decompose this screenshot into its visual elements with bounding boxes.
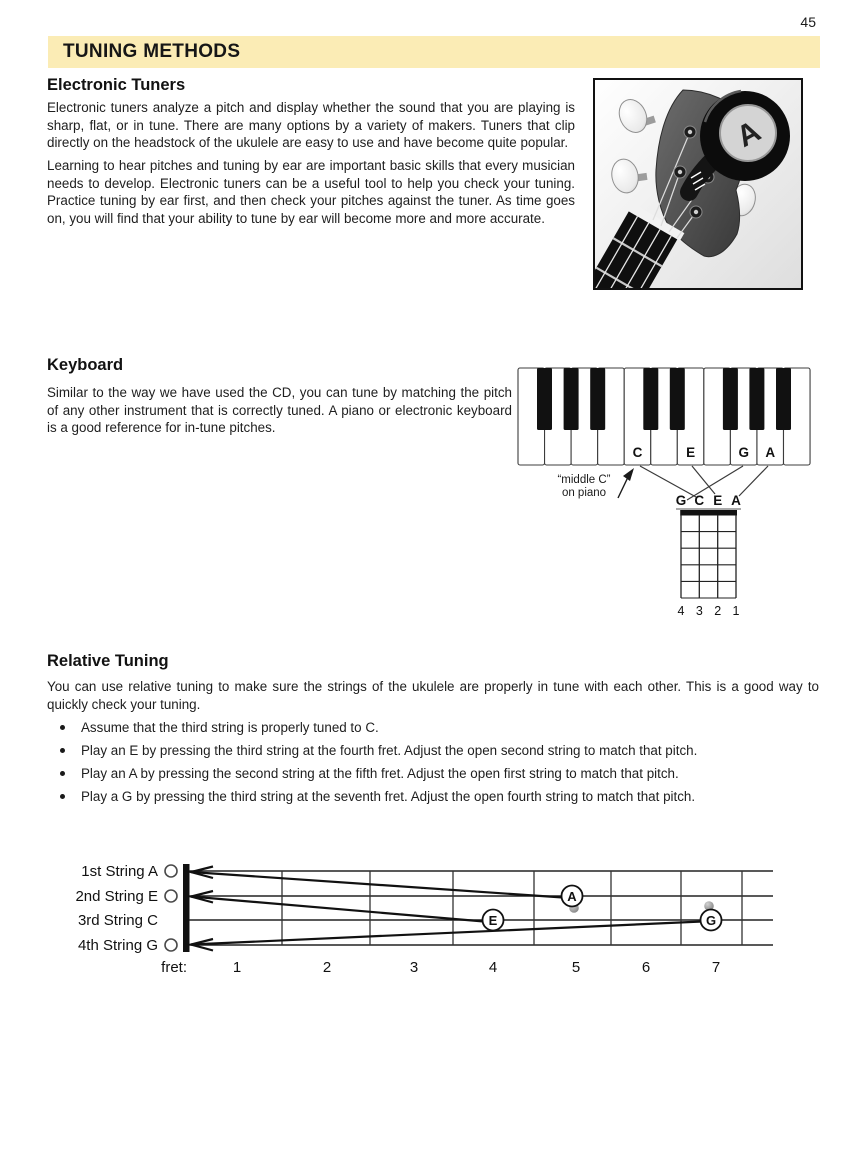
page-number: 45 [800, 14, 816, 30]
fret-number-6: 6 [641, 959, 651, 976]
bullet-text: Play a G by pressing the third string at the seventh fret. Adjust the open fourth string to match that pitch. [81, 789, 696, 804]
string-letter-c: C [694, 493, 705, 508]
electronic-tuners-heading: Electronic Tuners [47, 76, 186, 94]
headstock-photo [593, 78, 803, 290]
black-key [776, 368, 791, 430]
string-number-2: 2 [714, 604, 722, 618]
string-number-1: 1 [732, 604, 740, 618]
chord-grid [680, 510, 737, 598]
note-marker-e-letter: E [488, 912, 498, 928]
nut-bar [183, 864, 190, 952]
bullet-text: Play an E by pressing the third string at the fourth fret. Adjust the open second string to match that pitch. [81, 743, 698, 758]
chord-grid-nut [680, 510, 737, 516]
keyboard-heading: Keyboard [47, 356, 124, 374]
relative-tuning-paragraph: You can use relative tuning to make sure the strings of the ukulele are properly in tune with each other. This is a good way to quickly check your tuning. [47, 679, 819, 712]
open-string-circle [165, 939, 177, 951]
bullet-icon [60, 725, 65, 730]
bullet-item [60, 742, 780, 759]
piano-key-label-e: E [686, 445, 696, 460]
connector-c [640, 466, 696, 497]
open-string-circle [165, 865, 177, 877]
note-marker-g-letter: G [705, 912, 717, 928]
bullet-text: Play an A by pressing the second string at the fifth fret. Adjust the open first string to match that pitch. [81, 766, 679, 781]
middle-c-caption-line2: on piano [561, 487, 607, 499]
piano-key-label-c: C [632, 445, 643, 460]
black-key [564, 368, 579, 430]
open-string-circle [165, 890, 177, 902]
string-letter-g: G [675, 493, 687, 508]
connector-a [739, 466, 768, 496]
piano-key-label-g: G [738, 445, 749, 460]
black-key [670, 368, 685, 430]
black-key [590, 368, 605, 430]
bullet-text: Assume that the third string is properly tuned to C. [81, 720, 379, 735]
string-letter-a: A [731, 493, 741, 508]
middle-c-arrow [618, 468, 634, 498]
title-banner [48, 36, 820, 68]
electronic-tuners-paragraph-2: Learning to hear pitches and tuning by ear are important basic skills that every musician needs to develop. Electronic tuners can be a useful tool to help you check your tuning. Practice tuning by ear first, and then check your pitches against the tuner. As time goes on, you will find that your ability to tune by ear will become more and more accurate. [47, 158, 575, 226]
string-lines [189, 871, 773, 945]
string-label-3: 3rd String C [77, 912, 158, 929]
string-number-4: 4 [677, 604, 685, 618]
black-key [537, 368, 552, 430]
black-key [643, 368, 658, 430]
fret-number-2: 2 [322, 959, 332, 976]
fret-number-5: 5 [571, 959, 581, 976]
string-label-4: 4th String G [77, 937, 158, 954]
black-key [749, 368, 764, 430]
note-marker-a-letter: A [567, 888, 577, 904]
fret-number-4: 4 [488, 959, 498, 976]
bullet-item [60, 788, 780, 805]
middle-c-caption-line1: “middle C” [557, 474, 611, 486]
arrow-g-to-string4 [191, 922, 702, 945]
piano-key-label-a: A [765, 445, 776, 460]
electronic-tuners-paragraph-1: Electronic tuners analyze a pitch and display whether the sound that you are playing is sharp, flat, or in tune. There are many options by a variety of makers. Tuners that clip directly on the headstock of the ukulele are easy to use and have become quite popular. [47, 100, 575, 151]
relative-tuning-fretboard-diagram [40, 846, 835, 988]
bullet-icon [60, 771, 65, 776]
tuning-arrows [191, 867, 702, 951]
bullet-item [60, 765, 780, 782]
page-title: TUNING METHODS [63, 41, 241, 62]
black-key [723, 368, 738, 430]
tuner-display-letter: A [731, 114, 767, 154]
fret-number-1: 1 [232, 959, 242, 976]
string-label-1: 1st String A [81, 863, 158, 880]
arrow-a-to-string1 [191, 872, 563, 898]
bullet-icon [60, 748, 65, 753]
fret-number-3: 3 [409, 959, 419, 976]
arrow-e-to-string2 [191, 897, 484, 922]
string-number-3: 3 [695, 604, 703, 618]
bullet-item [60, 719, 780, 736]
note-markers [483, 886, 722, 931]
fret-number-7: 7 [711, 959, 721, 976]
bullet-icon [60, 794, 65, 799]
piano-tuning-diagram [512, 365, 816, 623]
fret-caption: fret: [161, 959, 187, 976]
string-label-2: 2nd String E [75, 888, 158, 905]
keyboard-paragraph: Similar to the way we have used the CD, you can tune by matching the pitch of any other instrument that is correctly tuned. A piano or electronic keyboard is a good reference for in-tune pitches. [47, 385, 512, 436]
string-letter-e: E [713, 493, 723, 508]
relative-tuning-heading: Relative Tuning [47, 652, 169, 670]
headstock-photo-drawing [595, 80, 801, 288]
